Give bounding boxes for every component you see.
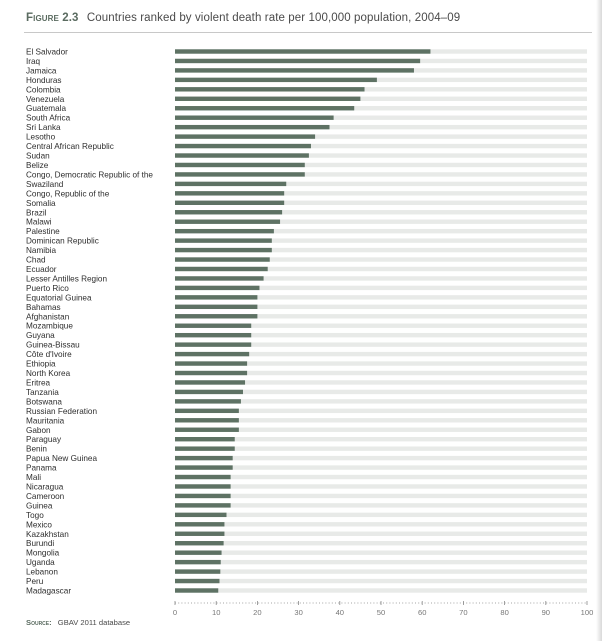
bar-guinea-bissau bbox=[175, 342, 251, 346]
bar-malawi bbox=[175, 220, 280, 224]
bar-panama bbox=[175, 465, 233, 469]
category-label-lesotho: Lesotho bbox=[26, 132, 56, 142]
bar-guatemala bbox=[175, 106, 354, 110]
bar-belize bbox=[175, 163, 305, 167]
bar-guinea bbox=[175, 503, 231, 507]
category-label-mexico: Mexico bbox=[26, 520, 52, 530]
bar-honduras bbox=[175, 78, 377, 82]
bar-nicaragua bbox=[175, 484, 231, 488]
bar-track-lebanon bbox=[175, 569, 587, 573]
bar-mauritania bbox=[175, 418, 239, 422]
bar-colombia bbox=[175, 87, 365, 91]
category-label-guatemala: Guatemala bbox=[26, 104, 67, 114]
category-label-togo: Togo bbox=[26, 510, 44, 520]
bar-namibia bbox=[175, 248, 272, 252]
bar-palestine bbox=[175, 229, 274, 233]
category-label-guinea: Guinea bbox=[26, 501, 53, 511]
bar-eritrea bbox=[175, 380, 245, 384]
category-label-south-africa: South Africa bbox=[26, 113, 71, 123]
category-label-bahamas: Bahamas bbox=[26, 302, 61, 312]
bar-puerto-rico bbox=[175, 286, 259, 290]
x-tick-label-10: 10 bbox=[211, 608, 221, 617]
bar-somalia bbox=[175, 201, 284, 205]
x-tick-label-90: 90 bbox=[541, 608, 551, 617]
category-label-brazil: Brazil bbox=[26, 208, 47, 218]
category-label-honduras: Honduras bbox=[26, 75, 62, 85]
category-label-madagascar: Madagascar bbox=[26, 586, 72, 596]
category-label-tanzania: Tanzania bbox=[26, 387, 59, 397]
category-label-mali: Mali bbox=[26, 473, 42, 483]
x-tick-label-40: 40 bbox=[335, 608, 345, 617]
category-label-colombia: Colombia bbox=[26, 85, 61, 95]
category-label-nicaragua: Nicaragua bbox=[26, 482, 64, 492]
bar-mexico bbox=[175, 522, 224, 526]
category-label-ecuador: Ecuador bbox=[26, 264, 57, 274]
bar-iraq bbox=[175, 59, 420, 63]
bar-paraguay bbox=[175, 437, 235, 441]
category-label-afghanistan: Afghanistan bbox=[26, 312, 70, 322]
x-tick-label-0: 0 bbox=[172, 608, 178, 617]
bar-swaziland bbox=[175, 182, 286, 186]
bar-bahamas bbox=[175, 305, 257, 309]
bar-mozambique bbox=[175, 324, 251, 328]
category-label-iraq: Iraq bbox=[26, 56, 41, 66]
bar-gabon bbox=[175, 428, 239, 432]
bar-tanzania bbox=[175, 390, 243, 394]
x-tick-label-60: 60 bbox=[417, 608, 427, 617]
category-label-papua-new-guinea: Papua New Guinea bbox=[26, 454, 98, 464]
bar-lesotho bbox=[175, 134, 315, 138]
category-label-chad: Chad bbox=[26, 255, 46, 265]
bar-kazakhstan bbox=[175, 532, 224, 536]
bar-track-mexico bbox=[175, 522, 587, 526]
bar-ethiopia bbox=[175, 361, 247, 365]
category-label-paraguay: Paraguay bbox=[26, 435, 62, 445]
bar-track-nicaragua bbox=[175, 484, 587, 488]
bar-cameroon bbox=[175, 494, 231, 498]
bar-congo-republic-of-the bbox=[175, 191, 284, 195]
bar-c-te-d-ivoire bbox=[175, 352, 249, 356]
bar-mongolia bbox=[175, 550, 222, 554]
bar-south-africa bbox=[175, 115, 334, 119]
bar-lesser-antilles-region bbox=[175, 276, 264, 280]
category-label-panama: Panama bbox=[26, 463, 57, 473]
category-label-mozambique: Mozambique bbox=[26, 321, 73, 331]
category-label-congo-democratic-republic-of-the: Congo, Democratic Republic of the bbox=[26, 170, 153, 180]
bar-togo bbox=[175, 513, 227, 517]
category-label-palestine: Palestine bbox=[26, 227, 60, 237]
category-label-uganda: Uganda bbox=[26, 558, 55, 568]
bar-peru bbox=[175, 579, 220, 583]
bar-brazil bbox=[175, 210, 282, 214]
x-tick-label-70: 70 bbox=[459, 608, 468, 617]
category-label-el-salvador: El Salvador bbox=[26, 47, 68, 57]
category-label-botswana: Botswana bbox=[26, 397, 62, 407]
category-label-puerto-rico: Puerto Rico bbox=[26, 283, 69, 293]
bar-madagascar bbox=[175, 588, 218, 592]
category-label-burundi: Burundi bbox=[26, 539, 55, 549]
bar-track-burundi bbox=[175, 541, 587, 545]
x-tick-label-20: 20 bbox=[253, 608, 262, 617]
source-text: GBAV 2011 database bbox=[57, 618, 131, 627]
bar-north-korea bbox=[175, 371, 247, 375]
bar-track-papua-new-guinea bbox=[175, 456, 587, 460]
category-label-eritrea: Eritrea bbox=[26, 378, 51, 388]
bar-sri-lanka bbox=[175, 125, 330, 129]
bar-track-panama bbox=[175, 465, 587, 469]
category-label-central-african-republic: Central African Republic bbox=[26, 142, 114, 152]
category-label-mauritania: Mauritania bbox=[26, 416, 65, 426]
source-note bbox=[26, 618, 130, 627]
category-label-equatorial-guinea: Equatorial Guinea bbox=[26, 293, 92, 303]
bar-central-african-republic bbox=[175, 144, 311, 148]
category-label-swaziland: Swaziland bbox=[26, 179, 64, 189]
bar-track-cameroon bbox=[175, 494, 587, 498]
bar-track-paraguay bbox=[175, 437, 587, 441]
bar-track-uganda bbox=[175, 560, 587, 564]
category-label-belize: Belize bbox=[26, 160, 49, 170]
category-label-ethiopia: Ethiopia bbox=[26, 359, 56, 369]
category-label-lesser-antilles-region: Lesser Antilles Region bbox=[26, 274, 108, 284]
bar-track-peru bbox=[175, 579, 587, 583]
page-edge-shadow bbox=[596, 0, 602, 641]
x-tick-label-80: 80 bbox=[500, 608, 509, 617]
bar-lebanon bbox=[175, 569, 220, 573]
bar-russian-federation bbox=[175, 409, 239, 413]
bar-track-mongolia bbox=[175, 550, 587, 554]
category-label-benin: Benin bbox=[26, 444, 47, 454]
category-label-north-korea: North Korea bbox=[26, 369, 71, 379]
category-label-mongolia: Mongolia bbox=[26, 548, 60, 558]
category-label-russian-federation: Russian Federation bbox=[26, 406, 97, 416]
bar-uganda bbox=[175, 560, 221, 564]
bar-mali bbox=[175, 475, 231, 479]
bar-afghanistan bbox=[175, 314, 257, 318]
bar-ecuador bbox=[175, 267, 268, 271]
source-label: Source: bbox=[26, 618, 52, 627]
category-label-sudan: Sudan bbox=[26, 151, 50, 161]
x-tick-label-50: 50 bbox=[376, 608, 386, 617]
bar-track-benin bbox=[175, 446, 587, 450]
category-label-jamaica: Jamaica bbox=[26, 66, 57, 76]
category-label-lebanon: Lebanon bbox=[26, 567, 58, 577]
category-label-gabon: Gabon bbox=[26, 425, 51, 435]
category-label-kazakhstan: Kazakhstan bbox=[26, 529, 69, 539]
bar-track-kazakhstan bbox=[175, 532, 587, 536]
bar-guyana bbox=[175, 333, 251, 337]
category-label-guinea-bissau: Guinea-Bissau bbox=[26, 340, 80, 350]
category-label-guyana: Guyana bbox=[26, 331, 55, 341]
category-label-congo-republic-of-the: Congo, Republic of the bbox=[26, 189, 110, 199]
category-label-venezuela: Venezuela bbox=[26, 94, 65, 104]
bar-dominican-republic bbox=[175, 238, 272, 242]
category-label-malawi: Malawi bbox=[26, 217, 52, 227]
bar-venezuela bbox=[175, 97, 360, 101]
bar-papua-new-guinea bbox=[175, 456, 233, 460]
category-label-somalia: Somalia bbox=[26, 198, 56, 208]
category-label-dominican-republic: Dominican Republic bbox=[26, 236, 99, 246]
bar-jamaica bbox=[175, 68, 414, 72]
bar-track-madagascar bbox=[175, 588, 587, 592]
bar-equatorial-guinea bbox=[175, 295, 257, 299]
category-label-cameroon: Cameroon bbox=[26, 491, 65, 501]
category-label-peru: Peru bbox=[26, 577, 44, 587]
bar-burundi bbox=[175, 541, 224, 545]
figure-number: Figure 2.3 bbox=[26, 12, 79, 24]
figure-title-text: Countries ranked by violent death rate per 100,000 population, 2004–09 bbox=[86, 12, 461, 24]
category-label-sri-lanka: Sri Lanka bbox=[26, 123, 61, 133]
x-tick-label-100: 100 bbox=[580, 608, 594, 617]
bar-el-salvador bbox=[175, 49, 430, 53]
bar-track-togo bbox=[175, 513, 587, 517]
category-label-c-te-d-ivoire: Côte d'Ivoire bbox=[26, 350, 72, 360]
bar-benin bbox=[175, 446, 235, 450]
bar-track-mali bbox=[175, 475, 587, 479]
bar-congo-democratic-republic-of-the bbox=[175, 172, 305, 176]
bar-botswana bbox=[175, 399, 241, 403]
bar-track-guinea bbox=[175, 503, 587, 507]
bar-chad bbox=[175, 257, 270, 261]
bar-sudan bbox=[175, 153, 309, 157]
category-label-namibia: Namibia bbox=[26, 246, 57, 256]
x-tick-label-30: 30 bbox=[294, 608, 303, 617]
